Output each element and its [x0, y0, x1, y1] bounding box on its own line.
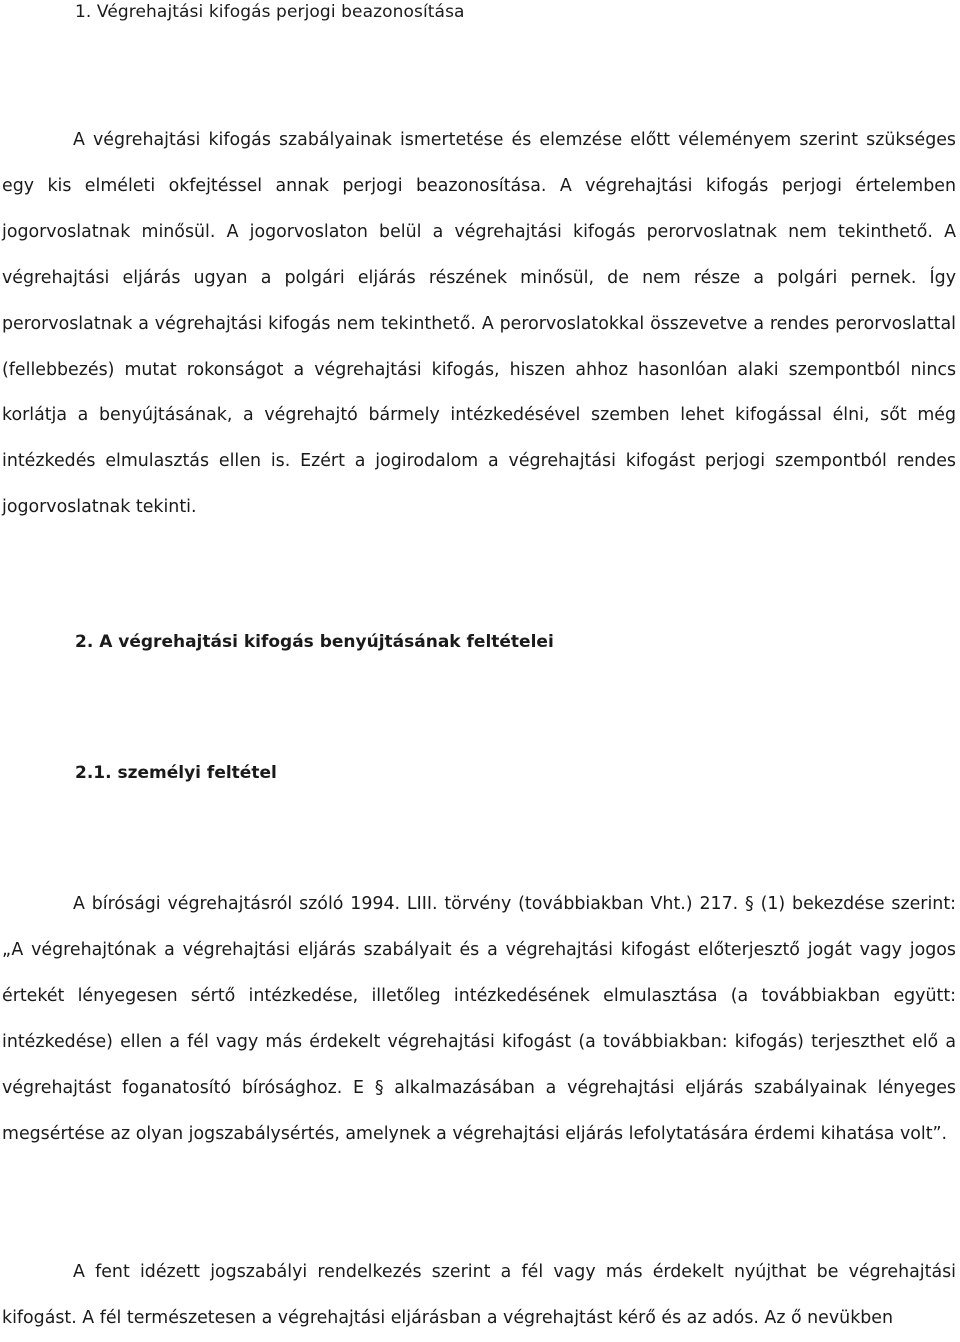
paragraph-parties: A fent idézett jogszabályi rendelkezés szerint a fél vagy más érdekelt nyújthat be végrehajtási kifogást. A fél természetesen a végrehajtási eljárásban a végrehajtást kérő és az adós. Az ő nevükben [2, 1262, 956, 1328]
section-heading-2: 2. A végrehajtási kifogás benyújtásának feltételei [75, 632, 554, 652]
subsection-heading-2-1: 2.1. személyi feltétel [75, 763, 277, 783]
paragraph-legal-classification: A végrehajtási kifogás szabályainak ismertetése és elemzése előtt véleményem szerint szükséges egy kis elméleti okfejtéssel annak perjogi beazonosítása. A végrehajtási kifogás perjogi értelemben jogorvoslatnak minősül. A jogorvoslaton belül a végrehajtási kifogás perorvoslatnak nem tekinthető. A végrehajtási eljárás ugyan a polgári eljárás részének minősül, de nem része a polgári pernek. Így perorvoslatnak a végrehajtási kifogás nem tekinthető. A perorvoslatokkal összevetve a rendes perorvoslattal (fellebbezés) mutat rokonságot a végrehajtási kifogás, hiszen ahhoz hasonlóan alaki szempontból nincs korlátja a benyújtásának, a végrehajtó bármely intézkedésével szemben lehet kifogással élni, sőt még intézkedés elmulasztás ellen is. Ezért a jogirodalom a végrehajtási kifogást perjogi szempontból rendes jogorvoslatnak tekinti. [2, 130, 956, 518]
paragraph-statute-quote: A bírósági végrehajtásról szóló 1994. LIII. törvény (továbbiakban Vht.) 217. § (1) bekezdése szerint: „A végrehajtónak a végrehajtási eljárás szabályait és a végrehajtási kifogást előterjesztő jogát vagy jogos értekét lényegesen sértő intézkedése, illetőleg intézkedésének elmulasztása (a továbbiakban együtt: intézkedése) ellen a fél vagy más érdekelt végrehajtási kifogást (a továbbiakban: kifogás) terjeszthet elő a végrehajtást foganatosító bírósághoz. E § alkalmazásában a végrehajtási eljárás szabályainak lényeges megsértése az olyan jogszabálysértés, amelynek a végrehajtási eljárás lefolytatására érdemi kihatása volt”. [2, 894, 956, 1144]
section-heading-1: 1. Végrehajtási kifogás perjogi beazonosítása [75, 2, 465, 22]
